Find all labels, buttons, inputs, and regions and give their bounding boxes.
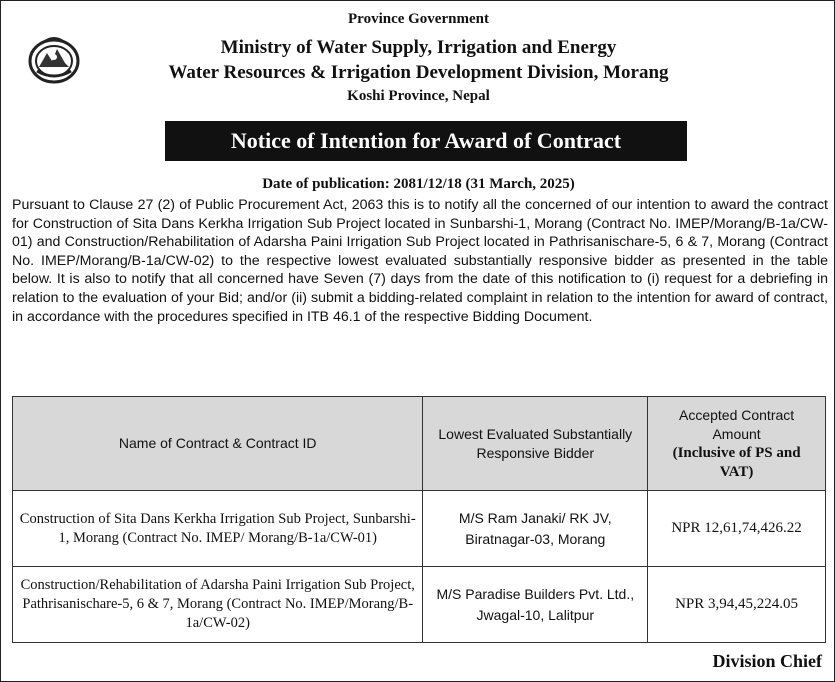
header-division: Water Resources & Irrigation Development Division, Morang [168,62,669,83]
award-table [12,396,826,643]
bidder-name: M/S Paradise Builders Pvt. Ltd., Jwagal-10, Lalitpur [423,567,648,643]
bidder-name: M/S Ram Janaki/ RK JV, Biratnagar-03, Morang [423,491,648,567]
header-location: Koshi Province, Nepal [347,88,490,104]
header-bidder: Lowest Evaluated Substantially Responsive Bidder [423,397,648,491]
header-amount [648,397,826,491]
header-amount-label: Accepted Contract Amount [678,406,795,442]
contract-name: Construction/Rehabilitation of Adarsha Paini Irrigation Sub Project, Pathrisanischare-5, 6 & 7, Morang (Contract No. IMEP/Morang/B-1a/CW-02) [13,567,423,643]
table-row [13,491,826,567]
notice-body: Pursuant to Clause 27 (2) of Public Procurement Act, 2063 this is to notify all the concerned of our intention to award the contract for Construction of Sita Dans Kerkha Irrigation Sub Project located in Sunbarshi-1, Morang (Contract No. IMEP/Morang/B-1a/CW-01) and Construction/Rehabilitation of Adarsha Paini Irrigation Sub Project located in Pathrisanischare-5, 6 & 7, Morang (Contract No. IMEP/Morang/B-1a/CW-02) to the respective lowest evaluated substantially responsive bidder as presented in the table below. It is also to notify that all concerned have Seven (7) days from the date of this notification to (i) request for a debriefing in relation to the evaluation of your Bid; and/or (ii) submit a bidding-related complaint in relation to the intention for award of contract, in accordance with the procedures specified in ITB 46.1 of the respective Bidding Document. [12,197,828,325]
contract-amount: NPR 12,61,74,426.22 [648,491,826,567]
header-amount-note: (Inclusive of PS and VAT) [672,444,801,480]
header-province: Province Government [348,11,489,27]
publication-date: Date of publication: 2081/12/18 (31 March, 2025) [262,176,575,192]
header-contract-name: Name of Contract & Contract ID [13,397,423,491]
table-row [13,567,826,643]
contract-name: Construction of Sita Dans Kerkha Irrigation Sub Project, Sunbarshi-1, Morang (Contract No. IMEP/ Morang/B-1a/CW-01) [13,491,423,567]
header-ministry: Ministry of Water Supply, Irrigation and Energy [220,37,617,58]
notice-title: Notice of Intention for Award of Contract [165,121,687,161]
signature: Division Chief [712,651,822,671]
table-header-row [13,397,826,491]
contract-amount: NPR 3,94,45,224.05 [648,567,826,643]
